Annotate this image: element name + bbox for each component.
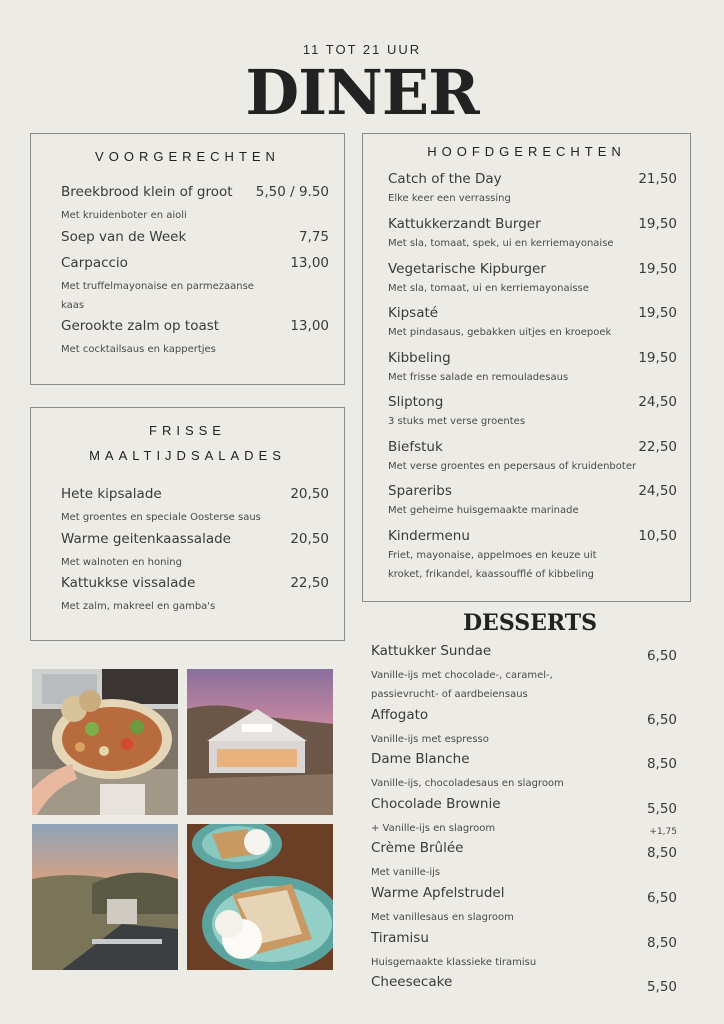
item-price: 20,50 <box>290 486 329 502</box>
item-name: Spareribs <box>388 483 452 499</box>
item-desc: Met zalm, makreel en gamba's <box>61 601 216 612</box>
item-desc: 3 stuks met verse groentes <box>388 416 526 427</box>
item-price: 6,50 <box>646 890 677 906</box>
item-name: Affogato <box>371 707 429 723</box>
item-name: Crème Brûlée <box>371 840 464 856</box>
item-price: 21,50 <box>638 171 677 187</box>
item-name: Catch of the Day <box>388 171 502 187</box>
item-price: 8,50 <box>646 756 677 772</box>
item-price: 6,50 <box>646 648 677 664</box>
item-desc: Met frisse salade en remouladesaus <box>388 372 569 383</box>
item-name: Vegetarische Kipburger <box>388 261 546 277</box>
item-name: Tiramisu <box>371 930 429 946</box>
item-name: Warme geitenkaassalade <box>61 531 231 547</box>
item-price: 19,50 <box>638 261 677 277</box>
item-desc: Elke keer een verrassing <box>388 193 511 204</box>
item-desc: Met groentes en speciale Oosterse saus <box>61 512 261 523</box>
item-desc: Friet, mayonaise, appelmoes en keuze uit kroket, frikandel, kaassoufflé of kibbeling <box>388 550 597 580</box>
item-desc: Met cocktailsaus en kappertjes <box>61 344 216 355</box>
desserts-section <box>370 642 680 1002</box>
item-name: Dame Blanche <box>371 751 470 767</box>
section-title: HOOFDGERECHTEN <box>427 144 626 159</box>
item-desc: Met sla, tomaat, spek, ui en kerriemayonaise <box>388 238 614 249</box>
item-price: 19,50 <box>638 305 677 321</box>
item-price: 22,50 <box>290 575 329 591</box>
item-desc: Vanille-ijs met espresso <box>371 734 489 745</box>
item-price: 13,00 <box>290 255 329 271</box>
item-desc: Met geheime huisgemaakte marinade <box>388 505 579 516</box>
item-price: 5,50 <box>646 801 677 817</box>
item-desc: Met vanillesaus en slagroom <box>371 912 514 923</box>
section-title: MAALTIJDSALADES <box>89 448 286 463</box>
item-name: Kattukker Sundae <box>371 643 492 659</box>
menu-title: DINER <box>245 56 479 129</box>
item-price: 24,50 <box>638 394 677 410</box>
item-name: Hete kipsalade <box>61 486 162 502</box>
restaurant-sunset-photo <box>187 669 333 815</box>
item-name: Kipsaté <box>388 305 439 321</box>
item-name: Kattukkerzandt Burger <box>388 216 541 232</box>
item-price: 22,50 <box>638 439 677 455</box>
salades-section <box>30 407 345 641</box>
item-price: 19,50 <box>638 216 677 232</box>
item-price: 8,50 <box>646 845 677 861</box>
item-name: Soep van de Week <box>61 229 187 245</box>
item-name: Gerookte zalm op toast <box>61 318 220 334</box>
desserts-title: DESSERTS <box>462 610 598 636</box>
item-price: 5,50 <box>646 979 677 995</box>
item-extra-price: +1,75 <box>649 827 677 837</box>
item-desc: Met pindasaus, gebakken uitjes en kroepoek <box>388 327 612 338</box>
item-name: Sliptong <box>388 394 444 410</box>
salad-bowl-photo <box>32 669 178 815</box>
item-price: 8,50 <box>646 935 677 951</box>
item-price: 6,50 <box>646 712 677 728</box>
item-name: Cheesecake <box>371 974 453 990</box>
item-name: Kattukkse vissalade <box>61 575 196 591</box>
item-price: 13,00 <box>290 318 329 334</box>
item-desc: Met walnoten en honing <box>61 557 182 568</box>
item-desc: + Vanille-ijs en slagroom <box>371 823 496 834</box>
item-desc: Met sla, tomaat, ui en kerriemayonaisse <box>388 283 589 294</box>
item-price: 5,50 / 9.50 <box>255 184 329 200</box>
item-price: 10,50 <box>638 528 677 544</box>
item-desc: Met kruidenboter en aioli <box>61 210 187 221</box>
item-price: 19,50 <box>638 350 677 366</box>
apple-strudel-photo <box>187 824 333 970</box>
item-desc: Huisgemaakte klassieke tiramisu <box>371 957 537 968</box>
item-name: Carpaccio <box>61 255 128 271</box>
item-price: 7,75 <box>298 229 329 245</box>
item-name: Breekbrood klein of groot <box>61 184 233 200</box>
beach-dunes-photo <box>32 824 178 970</box>
item-desc: Met vanille-ijs <box>371 867 441 878</box>
section-title: VOORGERECHTEN <box>95 149 280 164</box>
item-name: Chocolade Brownie <box>371 796 501 812</box>
voorgerechten-section <box>30 133 345 385</box>
item-price: 24,50 <box>638 483 677 499</box>
item-name: Biefstuk <box>388 439 443 455</box>
item-name: Kibbeling <box>388 350 451 366</box>
section-title: FRISSE <box>149 423 226 438</box>
item-desc: Vanille-ijs, chocoladesaus en slagroom <box>371 778 564 789</box>
item-price: 20,50 <box>290 531 329 547</box>
hoofdgerechten-section <box>362 133 691 602</box>
item-desc: Met truffelmayonaise en parmezaanse kaas <box>61 281 254 311</box>
item-name: Warme Apfelstrudel <box>371 885 505 901</box>
item-name: Kindermenu <box>388 528 470 544</box>
item-desc: Met verse groentes en pepersaus of kruidenboter <box>388 461 637 472</box>
item-desc: Vanille-ijs met chocolade-, caramel-, passievrucht- of aardbeiensaus <box>371 670 553 700</box>
opening-hours: 11 TOT 21 UUR <box>302 42 422 57</box>
